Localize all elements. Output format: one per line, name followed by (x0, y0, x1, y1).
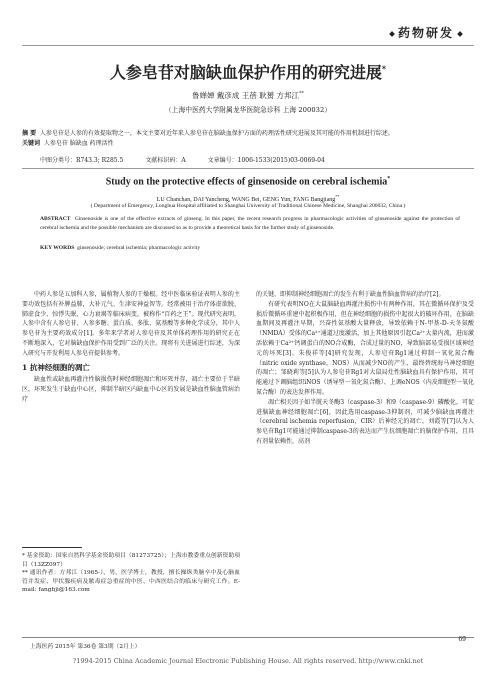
english-authors: LU Chanchan, DAI Yancheng, WANG Bei, GENG Yun, FANG Bangjiang** (156, 194, 340, 203)
english-abstract: ABSTRACT Ginsenoside is one of the effective extracts of ginseng. In this paper, the recent research progress in pharmacologic activities of ginsenoside against the protection of cerebral ischemia and the possible mechanism are discussed so as to provide a theoretical basis for the further study of ginsenoside. (40, 216, 460, 232)
divider (22, 168, 474, 169)
paragraph: 的关键，即抑制神经细胞凋亡的发生有利于缺血性脑血管病的治疗[2]。 (256, 291, 445, 298)
diamond-icon (457, 31, 463, 37)
paragraph: 有研究表明NO在大鼠脑缺血再灌注损伤中有两种作用，其在微循环保护及受损后微循环重建中起积极作用，但在神经细胞的损伤中起很大的破坏作用，在脑缺血期间及再灌注早期，兴奋性氨基酸大量释放，导致依赖于N-甲基-D-天冬氨酸（NMDA）受体的Ca²⁺通道过度激活，加上其他原因引起Ca²⁺大量内流，进而激活依赖于Ca²⁺钙调蛋白的NO合成酶，合成过量的NO，导致脑部易受损区域神经元的坏死[3]。朱俊祥等[4]研究发现，人参皂苷Rg1通过抑制一氧化氮合酶（nitric oxide synthase，NOS）从而减少NO的产生，最终替统海马神经细胞的凋亡；邹晓莉等[5]认为人参皂苷Rg1对大鼠局灶性脑缺血具有保护作用，其可能通过下调脑组织iNOS（诱导型一氧化氮合酶）、上调eNOS（内皮细胞型一氧化氮合酶）的表达发挥作用。 (256, 300, 474, 396)
keywords-label: 关键词 (22, 139, 41, 147)
paragraph: 凋亡相关因子如半胱天冬酶3（caspase-3）和9（caspase-9）磷酸化，可促进脑缺血神经细胞凋亡[6]，因此选用caspase-3抑制剂，可减少脑缺血再灌注（cerebral ischemia reperfusion，CIR）后神经元的凋亡，刘霞等[7]认为人参皂苷Rg1可能通过抑制caspase-3的表达而产生抗细胞凋亡的脑保护作用，且具有剂量依赖性，高剂 (256, 398, 474, 445)
english-keywords: KEY WORDS ginsenoside; cerebral ischemia; pharmacologic activity (40, 245, 201, 251)
header-rule (22, 45, 474, 46)
footnote-rule (22, 547, 82, 548)
chinese-abstract: 摘 要 人参皂苷是人参的有效提取物之一，本文主要对近年来人参皂苷在脑缺血保护方面的药理活性研究进展及其可能的作用机制进行综述。 关键词 人参皂苷 脑缺血 药理活性 (22, 130, 394, 147)
journal-info: 上海医药 2015年 第36卷 第3期（2月上） (30, 644, 141, 650)
chinese-affiliation: （上海中医药大学附属龙华医院急诊科 上海 200032） (164, 106, 332, 114)
section-tag (386, 24, 466, 41)
section1-paragraph: 缺血性或缺血再灌注性脑损伤时神经细胞凋亡和坏死并存，凋亡主要位于半暗区，坏死发生于缺血中心区，抑制半暗区内缺血中心区的发展是缺血性脑血管病治疗 (22, 376, 240, 403)
chinese-authors: 鲁婵婵 戴彦成 王蓓 耿赟 方邦江** (191, 90, 305, 100)
intro-paragraph: 中药人参是五加科人参，属植物人参的干燥根。经中医临床验证表明人参的主要功效包括有补脾益肺，大补元气、生津安神益智等。经常被用于治疗体虚欲脱、肺虚食少、惊悸失眠、心力衰竭等临床病变，被称作“百药之王”。现代研究表明，人参中含有人参皂苷、人参多糖、蛋白质、多肽、氨基酸等多种化学成分，其中人参皂苷为主要药效成分[1]。多年来学者对人参皂苷及其单体药理作用的研究正在不断地深入，它对脑缺血保护作用受到广泛的关注。现将有关进展进行综述，为深入研究与开发利用人参皂苷提供参考。 (22, 291, 240, 357)
author-footnote: ** 通讯作者：方邦江（1965-），男，医学博士，教授，擅长操纵类脑卒中及心脑血管并发症、甲状腺疾病及脓毒症急重症的中医、中西医结合的临床与研究工作。E-mail: fangbji@163.com (22, 570, 240, 594)
footnotes (22, 552, 240, 595)
copyright-line: ?1994-2015 China Academic Journal Electronic Publishing House. All rights reserved. http://www.cnki.net (72, 657, 424, 665)
fund-footnote: * 基金资助：国家自然科学基金资助项目（81273725）；上海市教委重点创新资助项目（13ZZ097） (22, 553, 240, 568)
classification-meta: 中图分类号：R743.3; R285.5 文献标识码：A 文章编号：1006-1533(2015)03-0069-04 (40, 157, 325, 164)
keywords: 人参皂苷 脑缺血 药理活性 (43, 139, 114, 147)
diamond-icon (389, 31, 395, 37)
footer-rule (22, 637, 474, 638)
left-column (22, 290, 240, 405)
section-name: 药物研发 (397, 26, 454, 40)
section-heading: 1 抗神经细胞的凋亡 (22, 362, 90, 372)
page-number: 69 (458, 636, 466, 643)
english-affiliation: ( Department of Emergency, Longhua Hospital affiliated to Shanghai University of Traditional Chinese Medicine, Shanghai 200032, China ) (90, 203, 406, 209)
right-column (256, 290, 474, 447)
chinese-title: 人参皂苷对脑缺血保护作用的研究进展* (109, 63, 387, 82)
english-title: Study on the protective effects of ginsenoside on cerebral ischemia* (105, 176, 391, 188)
